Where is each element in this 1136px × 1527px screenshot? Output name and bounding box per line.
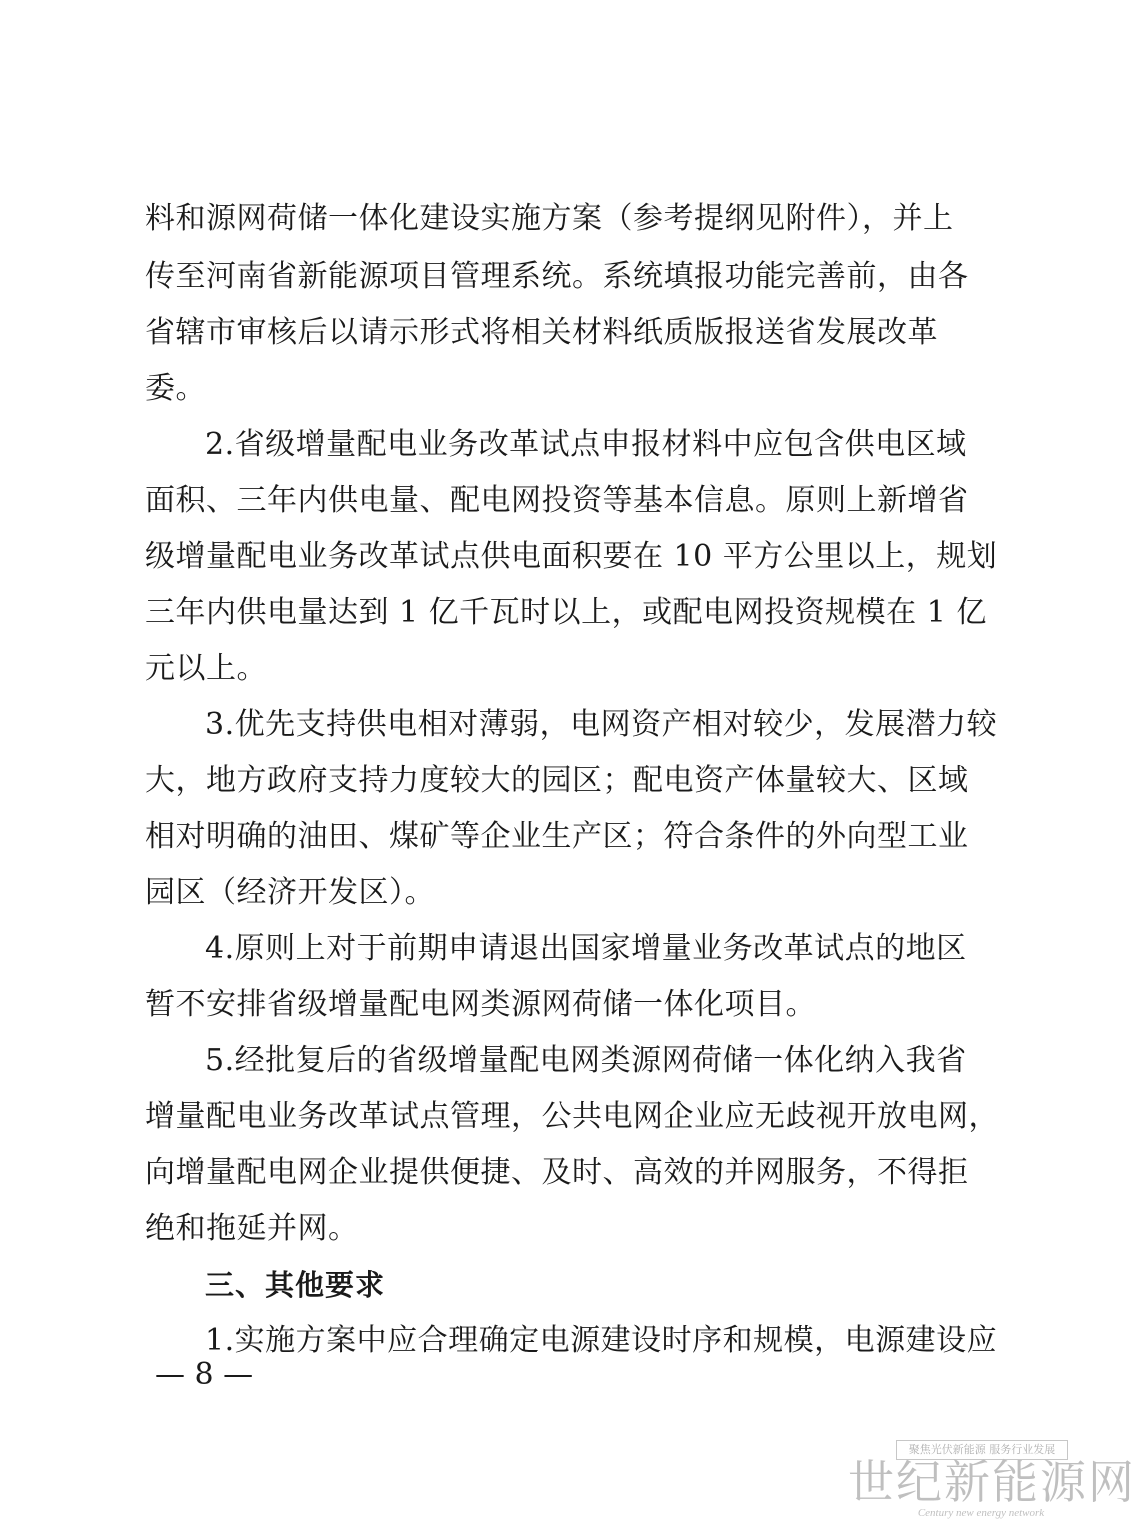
- text-line: 向增量配电网企业提供便捷、及时、高效的并网服务，不得拒: [145, 1155, 969, 1190]
- paragraph-first-line: 5.经批复后的省级增量配电网类源网荷储一体化纳入我省: [205, 1043, 967, 1078]
- text-line: 级增量配电业务改革试点供电面积要在 10 平方公里以上，规划: [145, 539, 998, 574]
- paragraph-first-line: 2.省级增量配电业务改革试点申报材料中应包含供电区域: [205, 427, 967, 462]
- paragraph-first-line: 4.原则上对于前期申请退出国家增量业务改革试点的地区: [205, 931, 967, 966]
- watermark-subtitle: Century new energy network: [917, 1507, 1045, 1519]
- text-line: 传至河南省新能源项目管理系统。系统填报功能完善前，由各: [145, 259, 969, 294]
- text-line: 暂不安排省级增量配电网类源网荷储一体化项目。: [145, 987, 816, 1022]
- paragraph-first-line: 3.优先支持供电相对薄弱，电网资产相对较少，发展潜力较: [205, 707, 998, 742]
- text-line: 增量配电业务改革试点管理，公共电网企业应无歧视开放电网，: [145, 1099, 999, 1134]
- text-line: 面积、三年内供电量、配电网投资等基本信息。原则上新增省: [145, 483, 969, 518]
- text-line: 园区（经济开发区）。: [145, 875, 435, 910]
- text-line: 料和源网荷储一体化建设实施方案（参考提纲见附件），并上: [145, 201, 954, 236]
- text-line: 委。: [145, 371, 206, 406]
- text-line: 大，地方政府支持力度较大的园区；配电资产体量较大、区域: [145, 763, 969, 798]
- text-line: 绝和拖延并网。: [145, 1211, 359, 1246]
- text-line: 元以上。: [145, 651, 267, 686]
- watermark-logo: [848, 1440, 1136, 1522]
- watermark-tagline: 聚焦光伏新能源 服务行业发展: [896, 1440, 1068, 1460]
- page-number: — 8 —: [155, 1357, 254, 1392]
- text-line: 相对明确的油田、煤矿等企业生产区；符合条件的外向型工业: [145, 819, 969, 854]
- watermark-name: 世纪新能源网: [848, 1455, 1136, 1509]
- paragraph-first-line: 1.实施方案中应合理确定电源建设时序和规模，电源建设应: [205, 1323, 998, 1358]
- text-line: 省辖市审核后以请示形式将相关材料纸质版报送省发展改革: [145, 315, 938, 350]
- text-line: 三年内供电量达到 1 亿千瓦时以上，或配电网投资规模在 1 亿: [145, 595, 987, 630]
- section-heading: 三、其他要求: [205, 1268, 386, 1302]
